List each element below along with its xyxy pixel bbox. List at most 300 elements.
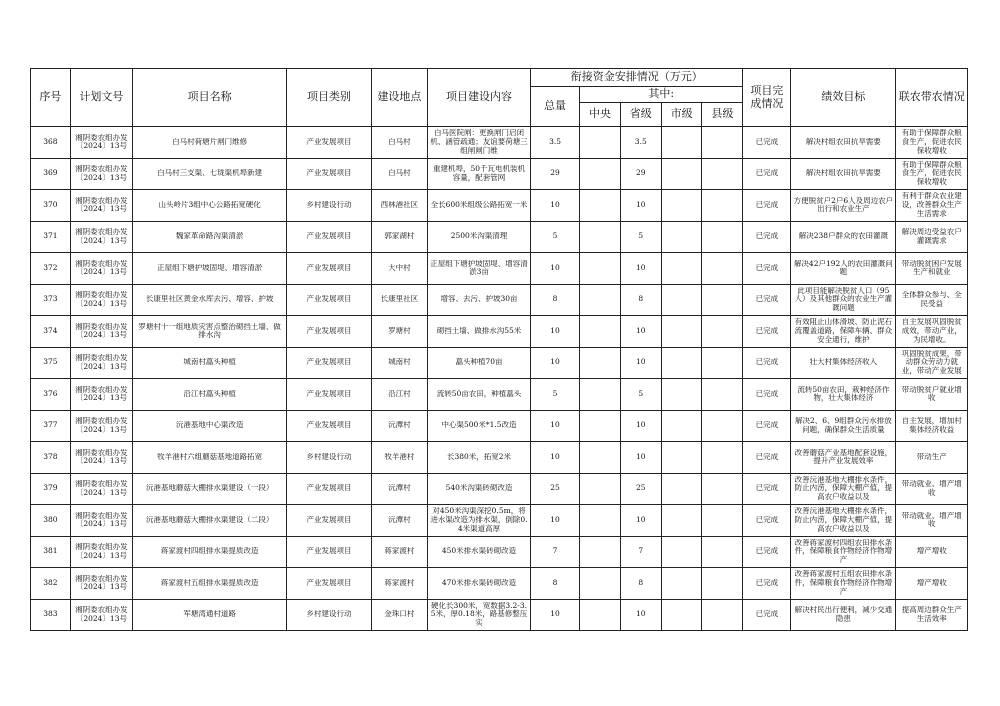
project-name-cell-text: 城南村藠头种植: [183, 358, 236, 367]
total-cell-text: 10: [550, 200, 560, 209]
content-cell: [427, 221, 530, 253]
project-type-cell-text: 产业发展项目: [306, 421, 352, 430]
plan-doc-cell: [70, 190, 132, 222]
seq-cell: [31, 473, 71, 505]
location-cell-text: 沅潭村: [388, 515, 411, 524]
project-type-cell-text: 产业发展项目: [306, 295, 352, 304]
city-cell: [661, 505, 702, 537]
city-cell: [661, 190, 702, 222]
location-cell: [371, 473, 427, 505]
project-name-cell-text: 沅港基地蘑菇大棚排水渠建设（一段）: [145, 484, 274, 493]
total-cell: [531, 158, 580, 190]
location-cell: [371, 221, 427, 253]
goal-cell-text: 解决2、6、9组群众污水排放问题，确保群众生活质量: [794, 417, 892, 434]
plan-doc-cell-text: 湘阴委农组办发〔2024〕13号: [75, 543, 128, 560]
farmer-link-cell: [896, 568, 968, 600]
total-cell-text: 5: [552, 232, 558, 241]
content-cell: [427, 410, 530, 442]
location-cell-text: 沿江村: [388, 389, 411, 398]
project-name-cell: [133, 284, 287, 316]
provincial-cell-text: 8: [638, 295, 644, 304]
project-name-cell-text: 军塘湾通村道路: [183, 610, 236, 619]
location-cell: [371, 599, 427, 631]
farmer-link-cell: [896, 316, 968, 348]
project-name-cell-text: 牧羊港村六组蘑菇基地道路拓宽: [157, 452, 263, 461]
completion-cell: [743, 316, 791, 348]
provincial-cell: [620, 347, 661, 379]
plan-doc-cell: [70, 221, 132, 253]
plan-doc-cell: [70, 379, 132, 411]
provincial-cell: [620, 442, 661, 474]
total-cell-text: 5: [552, 389, 558, 398]
location-cell-text: 郭家湖村: [384, 232, 415, 241]
location-cell: [371, 284, 427, 316]
project-name-cell-text: 山头岭片3组中心公路拓宽硬化: [158, 200, 261, 209]
total-cell-text: 10: [550, 515, 560, 524]
project-name-cell: [133, 410, 287, 442]
farmer-link-cell-text: 巩固脱贫成果，带动群众劳动力就业，带动产业发展: [901, 349, 962, 376]
central-cell: [580, 190, 621, 222]
project-name-cell-text: 正屋组下塘护坡固堤、增容清淤: [157, 263, 263, 272]
seq-cell: [31, 410, 71, 442]
goal-cell-text: 流转50亩农田，栽种经济作物，壮大集体经济: [797, 385, 890, 403]
goal-cell-text: 有效阻止山体滑坡、防止泥石流覆盖道路，保障车辆、群众安全通行，维护: [794, 318, 893, 344]
completion-cell: [743, 599, 791, 631]
total-cell-text: 10: [550, 452, 560, 461]
location-cell: [371, 379, 427, 411]
location-cell: [371, 158, 427, 190]
table-row: [31, 221, 968, 253]
plan-doc-cell: [70, 127, 132, 159]
farmer-link-cell-text: 全体群众参与、全民受益: [901, 291, 962, 308]
project-type-cell-text: 乡村建设行动: [306, 452, 352, 461]
seq-cell-text: 372: [43, 263, 58, 272]
completion-cell-text: 已完成: [755, 137, 779, 146]
seq-cell-text: 378: [43, 452, 58, 461]
city-cell: [661, 568, 702, 600]
city-cell: [661, 284, 702, 316]
location-cell-text: 长康里社区: [380, 295, 419, 304]
project-type-cell-text: 产业发展项目: [306, 169, 352, 178]
county-cell: [702, 284, 743, 316]
provincial-cell: [620, 284, 661, 316]
goal-cell-text: 壮大村集体经济收入: [809, 358, 878, 367]
goal-cell-text: 改善蒋家渡村四组农田排水条件，保障粮食作物经济作物增产: [794, 538, 893, 565]
farmer-link-cell: [896, 410, 968, 442]
county-cell: [702, 473, 743, 505]
content-cell: [427, 347, 530, 379]
plan-doc-cell-text: 湘阴委农组办发〔2024〕13号: [75, 480, 128, 497]
goal-cell-text: 改善沅港基地大棚排水条件，防止内涝，保障大棚产值，提高农户收益以及: [794, 507, 893, 533]
central-cell: [580, 127, 621, 159]
farmer-link-cell-text: 带动就业、增产增收: [901, 511, 962, 529]
header-farmer-link: 联农带农情况: [896, 69, 968, 127]
plan-doc-cell: [70, 347, 132, 379]
table-row: [31, 253, 968, 285]
farmer-link-cell: [896, 536, 968, 568]
location-cell-text: 西林港社区: [380, 200, 419, 209]
project-type-cell-text: 产业发展项目: [306, 515, 352, 524]
provincial-cell-text: 10: [635, 358, 646, 367]
county-cell: [702, 536, 743, 568]
seq-cell: [31, 221, 71, 253]
central-cell: [580, 536, 621, 568]
provincial-cell: [620, 379, 661, 411]
table-row: [31, 536, 968, 568]
goal-cell: [791, 599, 896, 631]
plan-doc-cell-text: 湘阴委农组办发〔2024〕13号: [75, 228, 128, 245]
plan-doc-cell: [70, 568, 132, 600]
plan-doc-cell-text: 湘阴委农组办发〔2024〕13号: [75, 354, 128, 371]
location-cell-text: 蒋家渡村: [384, 578, 415, 587]
total-cell-text: 25: [550, 484, 560, 493]
farmer-link-cell: [896, 347, 968, 379]
completion-cell-text: 已完成: [755, 484, 779, 493]
content-cell: [427, 536, 530, 568]
seq-cell-text: 371: [43, 232, 58, 241]
farmer-link-cell-text: 自主发展巩固脱贫成效，带动产业，为民增收。: [901, 318, 962, 344]
farmer-link-cell-text: 增产增收: [916, 547, 947, 556]
project-name-cell: [133, 158, 287, 190]
goal-cell-text: 解决村民出行便利，减少交通隐患: [794, 606, 893, 623]
content-cell-text: 全长600米组级公路拓宽一米: [430, 200, 528, 209]
total-cell: [531, 379, 580, 411]
content-cell-text: 540米沟渠砖砌改造: [445, 484, 513, 493]
location-cell: [371, 347, 427, 379]
project-name-cell-text: 蒋家渡村四组排水渠提质改造: [160, 547, 259, 556]
funding-table: [30, 68, 968, 631]
project-name-cell: [133, 473, 287, 505]
goal-cell: [791, 379, 896, 411]
completion-cell-text: 已完成: [755, 515, 779, 524]
seq-cell: [31, 505, 71, 537]
city-cell: [661, 316, 702, 348]
total-cell-text: 7: [552, 547, 558, 556]
header-plan-doc: 计划文号: [70, 69, 132, 127]
provincial-cell-text: 7: [638, 547, 644, 556]
content-cell: [427, 284, 530, 316]
plan-doc-cell-text: 湘阴委农组办发〔2024〕13号: [75, 322, 128, 340]
project-name-cell: [133, 568, 287, 600]
seq-cell-text: 383: [43, 610, 58, 619]
central-cell: [580, 599, 621, 631]
plan-doc-cell: [70, 536, 132, 568]
goal-cell-text: 改善蒋家渡村五组农田排水条件，保障粮食作物经济作物增产: [794, 570, 893, 596]
completion-cell-text: 已完成: [755, 326, 779, 335]
provincial-cell: [620, 505, 661, 537]
provincial-cell: [620, 158, 661, 190]
header-goal: 绩效目标: [791, 69, 896, 127]
city-cell: [661, 158, 702, 190]
content-cell-text: 中心渠500米*1.5改造: [441, 421, 517, 430]
goal-cell: [791, 253, 896, 285]
content-cell: [427, 158, 530, 190]
farmer-link-cell: [896, 379, 968, 411]
location-cell: [371, 568, 427, 600]
plan-doc-cell-text: 湘阴委农组办发〔2024〕13号: [75, 511, 128, 529]
provincial-cell: [620, 253, 661, 285]
content-cell: [427, 316, 530, 348]
goal-cell: [791, 221, 896, 253]
plan-doc-cell-text: 湘阴委农组办发〔2024〕13号: [75, 291, 128, 308]
location-cell-text: 沅潭村: [388, 421, 411, 430]
total-cell: [531, 347, 580, 379]
seq-cell: [31, 253, 71, 285]
total-cell: [531, 599, 580, 631]
county-cell: [702, 190, 743, 222]
seq-cell-text: 377: [43, 421, 58, 430]
content-cell-text: 白马医院闸：更换闸门启闭机、涵管疏通；友谊要荷塘三组闸闸门维: [430, 129, 528, 155]
provincial-cell: [620, 473, 661, 505]
seq-cell: [31, 316, 71, 348]
plan-doc-cell: [70, 284, 132, 316]
city-cell: [661, 410, 702, 442]
farmer-link-cell-text: 带动就业、增产增收: [901, 480, 962, 497]
completion-cell: [743, 473, 791, 505]
plan-doc-cell-text: 湘阴委农组办发〔2024〕13号: [75, 448, 128, 466]
goal-cell: [791, 505, 896, 537]
total-cell: [531, 190, 580, 222]
seq-cell-text: 370: [43, 200, 58, 209]
project-type-cell: [287, 599, 372, 631]
county-cell: [702, 505, 743, 537]
provincial-cell: [620, 599, 661, 631]
table-row: [31, 190, 968, 222]
project-type-cell: [287, 158, 372, 190]
completion-cell-text: 已完成: [755, 452, 779, 461]
provincial-cell-text: 10: [635, 515, 646, 524]
table-row: [31, 347, 968, 379]
city-cell: [661, 599, 702, 631]
project-name-cell: [133, 190, 287, 222]
location-cell-text: 蒋家渡村: [384, 547, 415, 556]
content-cell-text: 砌挡土墙、做排水沟55米: [436, 326, 522, 335]
goal-cell-text: 改善蘑菇产业基地配套设施，提升产业发展效率: [794, 448, 893, 466]
farmer-link-cell: [896, 505, 968, 537]
provincial-cell-text: 3.5: [634, 137, 647, 146]
goal-cell-text: 解决村组农田抗旱需要: [805, 137, 881, 146]
project-name-cell-text: 沅港基地中心渠改造: [175, 421, 244, 430]
project-type-cell: [287, 347, 372, 379]
table-row: [31, 158, 968, 190]
seq-cell-text: 380: [43, 515, 58, 524]
total-cell: [531, 568, 580, 600]
farmer-link-cell: [896, 442, 968, 474]
provincial-cell-text: 29: [635, 169, 646, 178]
content-cell: [427, 127, 530, 159]
completion-cell: [743, 347, 791, 379]
content-cell-text: 重建机埠，50千瓦电机装机容量，配套管网: [433, 165, 526, 182]
seq-cell-text: 368: [43, 137, 58, 146]
county-cell: [702, 221, 743, 253]
completion-cell: [743, 127, 791, 159]
table-row: [31, 379, 968, 411]
completion-cell-text: 已完成: [755, 547, 779, 556]
farmer-link-cell-text: 有助于保障群众粮食生产，促进农民保收增收: [901, 129, 962, 155]
location-cell-text: 白马村: [388, 137, 411, 146]
central-cell: [580, 442, 621, 474]
plan-doc-cell-text: 湘阴委农组办发〔2024〕13号: [75, 196, 128, 214]
total-cell: [531, 316, 580, 348]
completion-cell: [743, 221, 791, 253]
total-cell-text: 10: [550, 610, 560, 619]
project-type-cell: [287, 442, 372, 474]
goal-cell: [791, 568, 896, 600]
plan-doc-cell-text: 湘阴委农组办发〔2024〕13号: [75, 606, 128, 623]
project-name-cell-text: 沿江村藠头种植: [183, 389, 236, 398]
completion-cell: [743, 253, 791, 285]
content-cell-text: 硬化长300米，宽数据3.2-3.5米，厚0.18米，路基修整压实: [430, 601, 528, 628]
farmer-link-cell: [896, 473, 968, 505]
seq-cell-text: 375: [43, 358, 58, 367]
seq-cell: [31, 568, 71, 600]
project-name-cell-text: 白马村三支渠、七珑渠机埠新建: [157, 169, 263, 178]
seq-cell: [31, 158, 71, 190]
provincial-cell-text: 10: [635, 200, 646, 209]
completion-cell: [743, 442, 791, 474]
seq-cell-text: 379: [43, 484, 58, 493]
location-cell: [371, 190, 427, 222]
header-project-type: 项目类别: [287, 69, 372, 127]
project-type-cell-text: 产业发展项目: [306, 326, 352, 335]
content-cell: [427, 505, 530, 537]
location-cell-text: 大中村: [388, 263, 411, 272]
county-cell: [702, 599, 743, 631]
location-cell-text: 沅潭村: [388, 484, 411, 493]
farmer-link-cell: [896, 599, 968, 631]
completion-cell-text: 已完成: [755, 200, 779, 209]
provincial-cell-text: 10: [635, 421, 646, 430]
total-cell: [531, 221, 580, 253]
project-type-cell-text: 产业发展项目: [306, 484, 352, 493]
plan-doc-cell: [70, 599, 132, 631]
content-cell-text: 流转50亩农田，种植藠头: [436, 389, 522, 398]
total-cell: [531, 253, 580, 285]
plan-doc-cell: [70, 505, 132, 537]
content-cell-text: 藠头种植70亩: [455, 358, 503, 367]
location-cell-text: 牧羊港村: [384, 452, 415, 461]
plan-doc-cell: [70, 442, 132, 474]
project-name-cell-text: 魏家革命路沟渠清淤: [175, 232, 244, 241]
project-name-cell: [133, 599, 287, 631]
provincial-cell-text: 10: [635, 610, 646, 619]
goal-cell: [791, 410, 896, 442]
goal-cell: [791, 127, 896, 159]
goal-cell-text: 改善沅港基地大棚排水条件，防止内涝，保障大棚产值，提高农户收益以及: [794, 475, 893, 502]
seq-cell: [31, 379, 71, 411]
content-cell-text: 470米排水渠砖砌改造: [441, 578, 517, 587]
plan-doc-cell-text: 湘阴委农组办发〔2024〕13号: [75, 417, 128, 434]
provincial-cell-text: 8: [638, 578, 644, 587]
project-name-cell: [133, 536, 287, 568]
completion-cell-text: 已完成: [755, 295, 779, 304]
plan-doc-cell: [70, 473, 132, 505]
provincial-cell: [620, 190, 661, 222]
project-type-cell: [287, 536, 372, 568]
project-name-cell: [133, 316, 287, 348]
project-name-cell-text: 白马村荷塘片闸门维修: [172, 137, 248, 146]
goal-cell-text: 解决村组农田抗旱需要: [805, 169, 881, 178]
header-city: 市级: [661, 103, 702, 127]
completion-cell-text: 已完成: [755, 389, 779, 398]
location-cell: [371, 127, 427, 159]
completion-cell-text: 已完成: [755, 610, 779, 619]
plan-doc-cell: [70, 316, 132, 348]
goal-cell: [791, 316, 896, 348]
content-cell: [427, 253, 530, 285]
seq-cell-text: 382: [43, 578, 58, 587]
project-name-cell: [133, 379, 287, 411]
table-row: [31, 599, 968, 631]
project-type-cell-text: 乡村建设行动: [306, 200, 352, 209]
total-cell-text: 29: [550, 169, 560, 178]
plan-doc-cell-text: 湘阴委农组办发〔2024〕13号: [75, 165, 128, 182]
farmer-link-cell-text: 解决周边受益农户灌溉需求: [901, 228, 962, 245]
provincial-cell-text: 5: [638, 389, 644, 398]
farmer-link-cell-text: 带动生产: [916, 452, 947, 461]
seq-cell: [31, 127, 71, 159]
seq-cell: [31, 347, 71, 379]
header-of-which: 其中:: [580, 87, 743, 103]
plan-doc-cell-text: 湘阴委农组办发〔2024〕13号: [75, 574, 128, 592]
completion-cell-text: 已完成: [755, 358, 779, 367]
project-name-cell: [133, 505, 287, 537]
content-cell-text: 增容、去污、护坡30亩: [440, 295, 518, 304]
farmer-link-cell-text: 有利于群众农业建设，改善群众生产生活需求: [901, 192, 962, 218]
table-row: [31, 442, 968, 474]
project-name-cell-text: 长康里社区黄金水库去污、增容、护坡: [145, 295, 274, 304]
project-name-cell: [133, 127, 287, 159]
project-type-cell-text: 乡村建设行动: [306, 610, 352, 619]
project-name-cell-text: 罗塘村十一组地质灾害点整治砌挡土墙、做排水沟: [138, 322, 281, 340]
project-name-cell: [133, 442, 287, 474]
goal-cell: [791, 442, 896, 474]
table-row: [31, 316, 968, 348]
location-cell: [371, 253, 427, 285]
provincial-cell: [620, 536, 661, 568]
project-type-cell: [287, 253, 372, 285]
table-row: [31, 473, 968, 505]
provincial-cell: [620, 410, 661, 442]
project-type-cell: [287, 379, 372, 411]
completion-cell-text: 已完成: [755, 232, 779, 241]
project-type-cell: [287, 316, 372, 348]
total-cell: [531, 536, 580, 568]
table-row: [31, 284, 968, 316]
city-cell: [661, 221, 702, 253]
total-cell: [531, 473, 580, 505]
location-cell: [371, 536, 427, 568]
provincial-cell-text: 10: [635, 326, 646, 335]
seq-cell: [31, 190, 71, 222]
project-type-cell: [287, 505, 372, 537]
content-cell: [427, 379, 530, 411]
content-cell-text: 450米排水渠砖砌改造: [441, 547, 517, 556]
central-cell: [580, 347, 621, 379]
project-type-cell-text: 产业发展项目: [306, 232, 352, 241]
seq-cell-text: 373: [43, 295, 58, 304]
provincial-cell: [620, 221, 661, 253]
completion-cell: [743, 190, 791, 222]
project-type-cell-text: 产业发展项目: [306, 547, 352, 556]
farmer-link-cell: [896, 284, 968, 316]
content-cell: [427, 442, 530, 474]
county-cell: [702, 158, 743, 190]
project-type-cell: [287, 473, 372, 505]
farmer-link-cell-text: 带动脱贫户就业增收: [901, 385, 962, 403]
central-cell: [580, 284, 621, 316]
farmer-link-cell-text: 有助于保障群众粮食生产，促进农民保收增收: [901, 160, 962, 187]
